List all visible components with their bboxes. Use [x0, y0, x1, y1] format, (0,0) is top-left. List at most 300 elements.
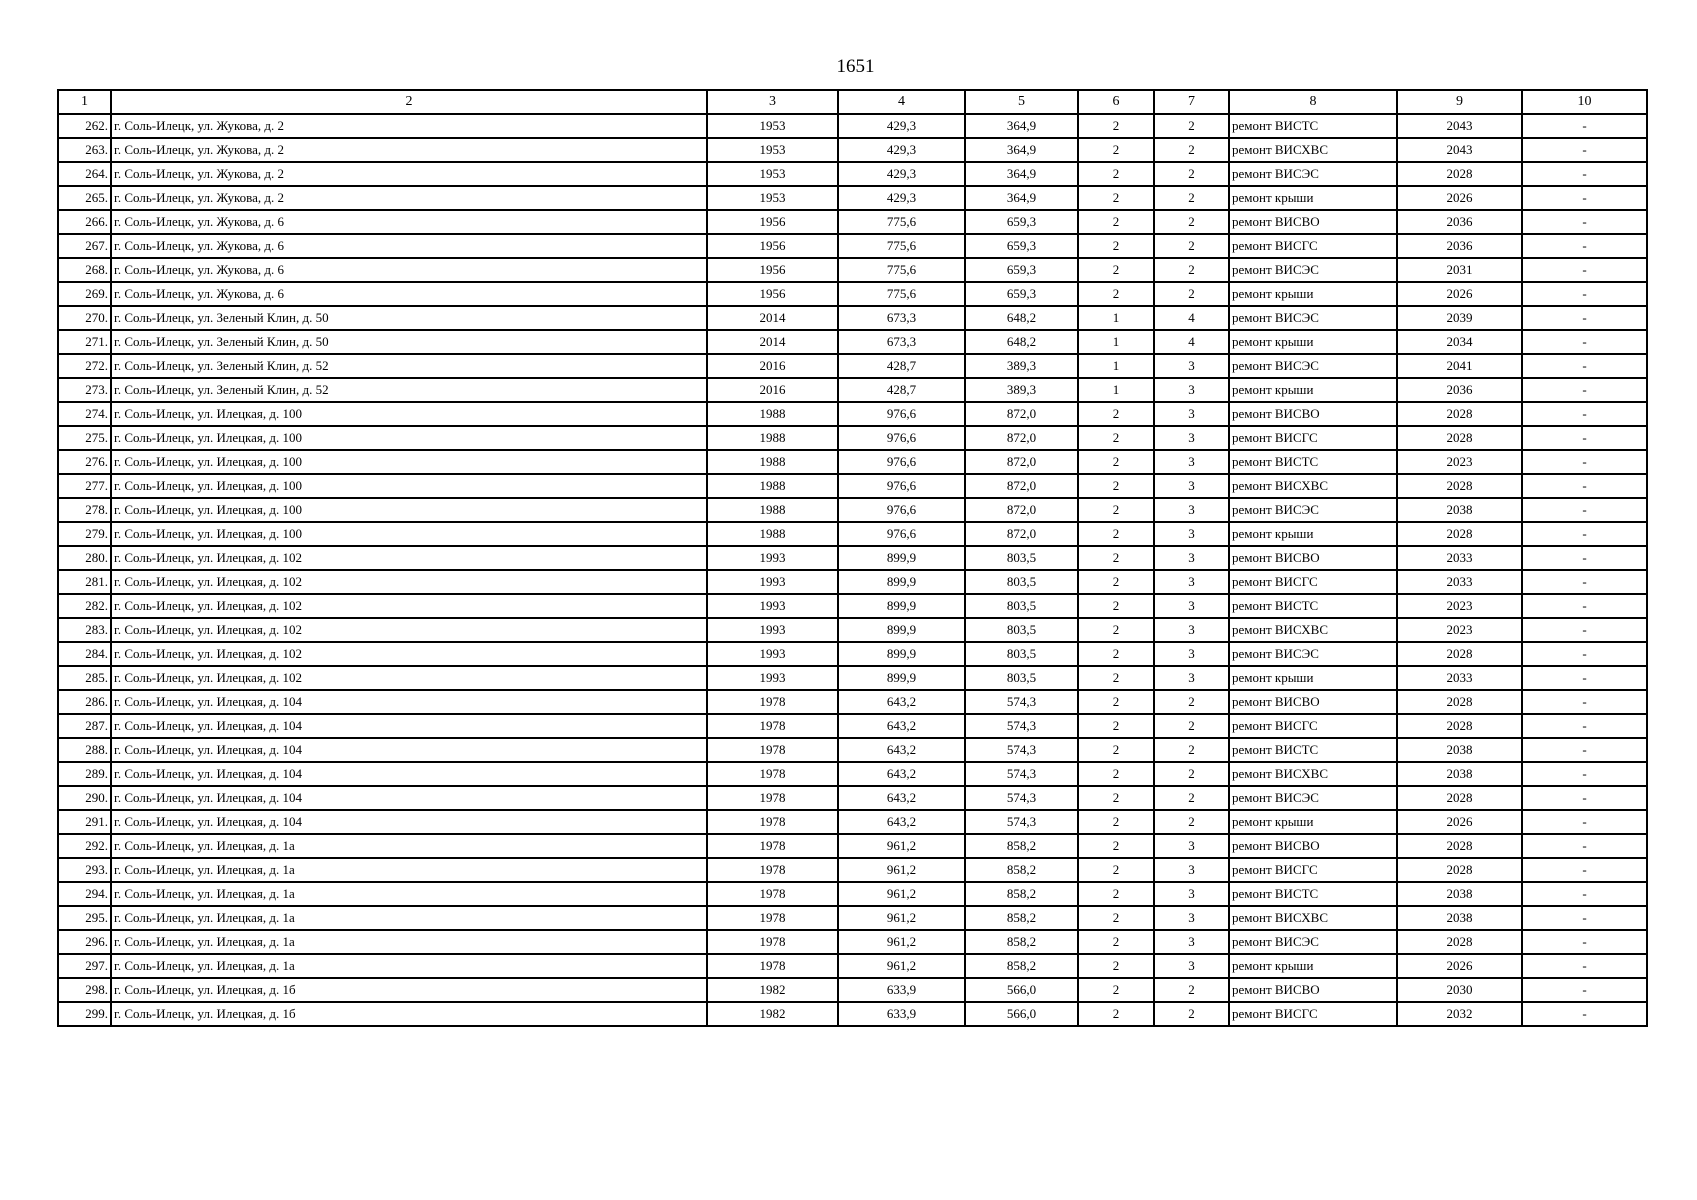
work-type-cell: ремонт ВИСВО: [1229, 978, 1397, 1002]
living-area-cell: 659,3: [965, 210, 1078, 234]
year-cell: 1956: [707, 282, 838, 306]
note-cell: -: [1522, 234, 1647, 258]
year-cell: 1978: [707, 738, 838, 762]
year-cell: 1956: [707, 258, 838, 282]
address-cell: г. Соль-Илецк, ул. Илецкая, д. 1а: [111, 906, 707, 930]
work-type-cell: ремонт ВИСГС: [1229, 714, 1397, 738]
address-cell: г. Соль-Илецк, ул. Зеленый Клин, д. 52: [111, 378, 707, 402]
table-row: [58, 618, 1647, 642]
row-number-cell: 278.: [58, 498, 111, 522]
table-row: [58, 474, 1647, 498]
year-cell: 2016: [707, 354, 838, 378]
row-number-cell: 269.: [58, 282, 111, 306]
work-type-cell: ремонт ВИСГС: [1229, 234, 1397, 258]
address-cell: г. Соль-Илецк, ул. Илецкая, д. 102: [111, 546, 707, 570]
planned-year-cell: 2033: [1397, 546, 1522, 570]
row-number-cell: 279.: [58, 522, 111, 546]
row-number-cell: 267.: [58, 234, 111, 258]
entrances-cell: 3: [1154, 522, 1229, 546]
work-type-cell: ремонт крыши: [1229, 330, 1397, 354]
total-area-cell: 775,6: [838, 258, 965, 282]
total-area-cell: 899,9: [838, 594, 965, 618]
table-row: [58, 858, 1647, 882]
table-row: [58, 810, 1647, 834]
planned-year-cell: 2028: [1397, 162, 1522, 186]
entrances-cell: 2: [1154, 138, 1229, 162]
floors-cell: 2: [1078, 690, 1154, 714]
address-cell: г. Соль-Илецк, ул. Илецкая, д. 100: [111, 426, 707, 450]
row-number-cell: 299.: [58, 1002, 111, 1026]
year-cell: 1953: [707, 114, 838, 138]
column-header: 2: [111, 90, 707, 114]
entrances-cell: 2: [1154, 690, 1229, 714]
note-cell: -: [1522, 858, 1647, 882]
year-cell: 1978: [707, 714, 838, 738]
note-cell: -: [1522, 378, 1647, 402]
total-area-cell: 429,3: [838, 186, 965, 210]
row-number-cell: 268.: [58, 258, 111, 282]
entrances-cell: 4: [1154, 330, 1229, 354]
table-row: [58, 666, 1647, 690]
total-area-cell: 976,6: [838, 474, 965, 498]
registry-table: [57, 89, 1648, 1027]
floors-cell: 1: [1078, 378, 1154, 402]
address-cell: г. Соль-Илецк, ул. Илецкая, д. 102: [111, 618, 707, 642]
row-number-cell: 263.: [58, 138, 111, 162]
total-area-cell: 961,2: [838, 930, 965, 954]
address-cell: г. Соль-Илецк, ул. Илецкая, д. 100: [111, 474, 707, 498]
work-type-cell: ремонт ВИСЭС: [1229, 498, 1397, 522]
note-cell: -: [1522, 618, 1647, 642]
row-number-cell: 291.: [58, 810, 111, 834]
work-type-cell: ремонт ВИСЭС: [1229, 306, 1397, 330]
total-area-cell: 673,3: [838, 306, 965, 330]
floors-cell: 2: [1078, 882, 1154, 906]
note-cell: -: [1522, 114, 1647, 138]
entrances-cell: 3: [1154, 546, 1229, 570]
living-area-cell: 803,5: [965, 546, 1078, 570]
address-cell: г. Соль-Илецк, ул. Илецкая, д. 104: [111, 810, 707, 834]
living-area-cell: 872,0: [965, 450, 1078, 474]
total-area-cell: 899,9: [838, 570, 965, 594]
planned-year-cell: 2028: [1397, 786, 1522, 810]
total-area-cell: 429,3: [838, 162, 965, 186]
table-row: [58, 570, 1647, 594]
total-area-cell: 899,9: [838, 642, 965, 666]
table-row: [58, 378, 1647, 402]
address-cell: г. Соль-Илецк, ул. Жукова, д. 2: [111, 186, 707, 210]
living-area-cell: 858,2: [965, 906, 1078, 930]
note-cell: -: [1522, 762, 1647, 786]
year-cell: 1988: [707, 522, 838, 546]
column-header: 1: [58, 90, 111, 114]
row-number-cell: 264.: [58, 162, 111, 186]
address-cell: г. Соль-Илецк, ул. Илецкая, д. 1а: [111, 954, 707, 978]
floors-cell: 2: [1078, 858, 1154, 882]
work-type-cell: ремонт крыши: [1229, 954, 1397, 978]
column-header: 7: [1154, 90, 1229, 114]
entrances-cell: 2: [1154, 1002, 1229, 1026]
total-area-cell: 961,2: [838, 882, 965, 906]
note-cell: -: [1522, 546, 1647, 570]
floors-cell: 2: [1078, 978, 1154, 1002]
total-area-cell: 961,2: [838, 906, 965, 930]
row-number-cell: 292.: [58, 834, 111, 858]
living-area-cell: 659,3: [965, 258, 1078, 282]
table-row: [58, 258, 1647, 282]
floors-cell: 2: [1078, 810, 1154, 834]
address-cell: г. Соль-Илецк, ул. Илецкая, д. 100: [111, 450, 707, 474]
table-row: [58, 354, 1647, 378]
living-area-cell: 574,3: [965, 786, 1078, 810]
total-area-cell: 961,2: [838, 954, 965, 978]
address-cell: г. Соль-Илецк, ул. Илецкая, д. 100: [111, 498, 707, 522]
address-cell: г. Соль-Илецк, ул. Илецкая, д. 1б: [111, 1002, 707, 1026]
row-number-cell: 289.: [58, 762, 111, 786]
floors-cell: 1: [1078, 306, 1154, 330]
total-area-cell: 673,3: [838, 330, 965, 354]
note-cell: -: [1522, 954, 1647, 978]
table-row: [58, 210, 1647, 234]
note-cell: -: [1522, 690, 1647, 714]
year-cell: 1978: [707, 786, 838, 810]
note-cell: -: [1522, 810, 1647, 834]
note-cell: -: [1522, 402, 1647, 426]
table-header-row: [58, 90, 1647, 114]
table-row: [58, 906, 1647, 930]
row-number-cell: 274.: [58, 402, 111, 426]
work-type-cell: ремонт ВИСЭС: [1229, 354, 1397, 378]
note-cell: -: [1522, 786, 1647, 810]
work-type-cell: ремонт крыши: [1229, 666, 1397, 690]
planned-year-cell: 2036: [1397, 234, 1522, 258]
work-type-cell: ремонт ВИСВО: [1229, 402, 1397, 426]
address-cell: г. Соль-Илецк, ул. Жукова, д. 6: [111, 234, 707, 258]
note-cell: -: [1522, 210, 1647, 234]
work-type-cell: ремонт ВИСЭС: [1229, 930, 1397, 954]
entrances-cell: 2: [1154, 810, 1229, 834]
column-header: 10: [1522, 90, 1647, 114]
entrances-cell: 3: [1154, 426, 1229, 450]
year-cell: 1978: [707, 690, 838, 714]
living-area-cell: 364,9: [965, 138, 1078, 162]
planned-year-cell: 2023: [1397, 594, 1522, 618]
year-cell: 2014: [707, 306, 838, 330]
year-cell: 1982: [707, 1002, 838, 1026]
planned-year-cell: 2036: [1397, 210, 1522, 234]
address-cell: г. Соль-Илецк, ул. Илецкая, д. 100: [111, 402, 707, 426]
planned-year-cell: 2028: [1397, 474, 1522, 498]
total-area-cell: 899,9: [838, 666, 965, 690]
page-number: 1651: [836, 56, 875, 77]
row-number-cell: 266.: [58, 210, 111, 234]
floors-cell: 2: [1078, 738, 1154, 762]
work-type-cell: ремонт ВИСГС: [1229, 570, 1397, 594]
year-cell: 2016: [707, 378, 838, 402]
floors-cell: 2: [1078, 762, 1154, 786]
row-number-cell: 286.: [58, 690, 111, 714]
total-area-cell: 961,2: [838, 834, 965, 858]
table-row: [58, 762, 1647, 786]
address-cell: г. Соль-Илецк, ул. Зеленый Клин, д. 52: [111, 354, 707, 378]
planned-year-cell: 2033: [1397, 570, 1522, 594]
row-number-cell: 295.: [58, 906, 111, 930]
table-row: [58, 426, 1647, 450]
row-number-cell: 297.: [58, 954, 111, 978]
address-cell: г. Соль-Илецк, ул. Зеленый Клин, д. 50: [111, 306, 707, 330]
floors-cell: 1: [1078, 354, 1154, 378]
entrances-cell: 3: [1154, 354, 1229, 378]
total-area-cell: 643,2: [838, 762, 965, 786]
address-cell: г. Соль-Илецк, ул. Жукова, д. 2: [111, 162, 707, 186]
entrances-cell: 2: [1154, 978, 1229, 1002]
note-cell: -: [1522, 978, 1647, 1002]
address-cell: г. Соль-Илецк, ул. Илецкая, д. 1а: [111, 834, 707, 858]
floors-cell: 2: [1078, 642, 1154, 666]
planned-year-cell: 2028: [1397, 426, 1522, 450]
total-area-cell: 428,7: [838, 378, 965, 402]
total-area-cell: 775,6: [838, 282, 965, 306]
entrances-cell: 2: [1154, 162, 1229, 186]
table-body: [58, 114, 1647, 1026]
table-row: [58, 594, 1647, 618]
work-type-cell: ремонт ВИСХВС: [1229, 762, 1397, 786]
address-cell: г. Соль-Илецк, ул. Илецкая, д. 1б: [111, 978, 707, 1002]
table-row: [58, 162, 1647, 186]
column-header: 6: [1078, 90, 1154, 114]
total-area-cell: 643,2: [838, 810, 965, 834]
note-cell: -: [1522, 642, 1647, 666]
floors-cell: 2: [1078, 402, 1154, 426]
address-cell: г. Соль-Илецк, ул. Илецкая, д. 104: [111, 714, 707, 738]
table-row: [58, 330, 1647, 354]
entrances-cell: 3: [1154, 954, 1229, 978]
living-area-cell: 872,0: [965, 498, 1078, 522]
total-area-cell: 643,2: [838, 714, 965, 738]
address-cell: г. Соль-Илецк, ул. Илецкая, д. 104: [111, 738, 707, 762]
planned-year-cell: 2041: [1397, 354, 1522, 378]
floors-cell: 2: [1078, 474, 1154, 498]
work-type-cell: ремонт ВИСЭС: [1229, 258, 1397, 282]
living-area-cell: 648,2: [965, 330, 1078, 354]
entrances-cell: 2: [1154, 186, 1229, 210]
total-area-cell: 976,6: [838, 402, 965, 426]
total-area-cell: 976,6: [838, 426, 965, 450]
note-cell: -: [1522, 594, 1647, 618]
note-cell: -: [1522, 162, 1647, 186]
row-number-cell: 280.: [58, 546, 111, 570]
entrances-cell: 2: [1154, 114, 1229, 138]
entrances-cell: 3: [1154, 474, 1229, 498]
row-number-cell: 285.: [58, 666, 111, 690]
work-type-cell: ремонт ВИСВО: [1229, 210, 1397, 234]
total-area-cell: 643,2: [838, 738, 965, 762]
planned-year-cell: 2043: [1397, 114, 1522, 138]
living-area-cell: 858,2: [965, 930, 1078, 954]
planned-year-cell: 2023: [1397, 618, 1522, 642]
year-cell: 1978: [707, 762, 838, 786]
entrances-cell: 3: [1154, 378, 1229, 402]
year-cell: 1978: [707, 954, 838, 978]
living-area-cell: 872,0: [965, 522, 1078, 546]
living-area-cell: 566,0: [965, 978, 1078, 1002]
total-area-cell: 429,3: [838, 138, 965, 162]
planned-year-cell: 2028: [1397, 834, 1522, 858]
floors-cell: 2: [1078, 954, 1154, 978]
year-cell: 1993: [707, 666, 838, 690]
table-row: [58, 882, 1647, 906]
planned-year-cell: 2028: [1397, 642, 1522, 666]
living-area-cell: 803,5: [965, 570, 1078, 594]
entrances-cell: 3: [1154, 666, 1229, 690]
living-area-cell: 872,0: [965, 402, 1078, 426]
table-row: [58, 1002, 1647, 1026]
year-cell: 1978: [707, 834, 838, 858]
note-cell: -: [1522, 882, 1647, 906]
living-area-cell: 659,3: [965, 234, 1078, 258]
row-number-cell: 287.: [58, 714, 111, 738]
work-type-cell: ремонт ВИСЭС: [1229, 642, 1397, 666]
living-area-cell: 803,5: [965, 594, 1078, 618]
address-cell: г. Соль-Илецк, ул. Илецкая, д. 102: [111, 666, 707, 690]
address-cell: г. Соль-Илецк, ул. Жукова, д. 6: [111, 282, 707, 306]
planned-year-cell: 2030: [1397, 978, 1522, 1002]
table-row: [58, 306, 1647, 330]
note-cell: -: [1522, 522, 1647, 546]
planned-year-cell: 2026: [1397, 810, 1522, 834]
year-cell: 1956: [707, 234, 838, 258]
planned-year-cell: 2032: [1397, 1002, 1522, 1026]
row-number-cell: 273.: [58, 378, 111, 402]
floors-cell: 2: [1078, 906, 1154, 930]
address-cell: г. Соль-Илецк, ул. Илецкая, д. 102: [111, 642, 707, 666]
year-cell: 1978: [707, 930, 838, 954]
table-row: [58, 954, 1647, 978]
planned-year-cell: 2033: [1397, 666, 1522, 690]
living-area-cell: 872,0: [965, 426, 1078, 450]
living-area-cell: 574,3: [965, 690, 1078, 714]
entrances-cell: 3: [1154, 882, 1229, 906]
floors-cell: 2: [1078, 210, 1154, 234]
work-type-cell: ремонт ВИСТС: [1229, 594, 1397, 618]
planned-year-cell: 2028: [1397, 522, 1522, 546]
floors-cell: 2: [1078, 1002, 1154, 1026]
work-type-cell: ремонт ВИСТС: [1229, 114, 1397, 138]
note-cell: -: [1522, 354, 1647, 378]
year-cell: 2014: [707, 330, 838, 354]
table-row: [58, 930, 1647, 954]
floors-cell: 2: [1078, 450, 1154, 474]
living-area-cell: 574,3: [965, 714, 1078, 738]
note-cell: -: [1522, 714, 1647, 738]
year-cell: 1993: [707, 546, 838, 570]
entrances-cell: 4: [1154, 306, 1229, 330]
table-row: [58, 138, 1647, 162]
living-area-cell: 858,2: [965, 882, 1078, 906]
floors-cell: 2: [1078, 546, 1154, 570]
planned-year-cell: 2026: [1397, 954, 1522, 978]
floors-cell: 2: [1078, 234, 1154, 258]
year-cell: 1978: [707, 882, 838, 906]
entrances-cell: 3: [1154, 498, 1229, 522]
work-type-cell: ремонт ВИСТС: [1229, 738, 1397, 762]
note-cell: -: [1522, 474, 1647, 498]
planned-year-cell: 2038: [1397, 738, 1522, 762]
total-area-cell: 775,6: [838, 210, 965, 234]
planned-year-cell: 2028: [1397, 690, 1522, 714]
work-type-cell: ремонт ВИСХВС: [1229, 138, 1397, 162]
note-cell: -: [1522, 138, 1647, 162]
total-area-cell: 633,9: [838, 1002, 965, 1026]
year-cell: 1956: [707, 210, 838, 234]
floors-cell: 2: [1078, 114, 1154, 138]
planned-year-cell: 2038: [1397, 906, 1522, 930]
entrances-cell: 3: [1154, 618, 1229, 642]
floors-cell: 2: [1078, 498, 1154, 522]
work-type-cell: ремонт крыши: [1229, 810, 1397, 834]
floors-cell: 2: [1078, 930, 1154, 954]
floors-cell: 2: [1078, 186, 1154, 210]
living-area-cell: 659,3: [965, 282, 1078, 306]
year-cell: 1993: [707, 618, 838, 642]
living-area-cell: 872,0: [965, 474, 1078, 498]
year-cell: 1978: [707, 906, 838, 930]
living-area-cell: 574,3: [965, 762, 1078, 786]
floors-cell: 2: [1078, 834, 1154, 858]
entrances-cell: 3: [1154, 906, 1229, 930]
total-area-cell: 428,7: [838, 354, 965, 378]
floors-cell: 2: [1078, 138, 1154, 162]
address-cell: г. Соль-Илецк, ул. Илецкая, д. 1а: [111, 858, 707, 882]
address-cell: г. Соль-Илецк, ул. Илецкая, д. 1а: [111, 930, 707, 954]
table-row: [58, 738, 1647, 762]
entrances-cell: 3: [1154, 570, 1229, 594]
work-type-cell: ремонт ВИСХВС: [1229, 474, 1397, 498]
row-number-cell: 283.: [58, 618, 111, 642]
planned-year-cell: 2028: [1397, 858, 1522, 882]
entrances-cell: 2: [1154, 282, 1229, 306]
planned-year-cell: 2036: [1397, 378, 1522, 402]
address-cell: г. Соль-Илецк, ул. Илецкая, д. 100: [111, 522, 707, 546]
table-row: [58, 450, 1647, 474]
living-area-cell: 858,2: [965, 954, 1078, 978]
total-area-cell: 429,3: [838, 114, 965, 138]
planned-year-cell: 2039: [1397, 306, 1522, 330]
work-type-cell: ремонт ВИСХВС: [1229, 906, 1397, 930]
entrances-cell: 2: [1154, 738, 1229, 762]
table-row: [58, 642, 1647, 666]
total-area-cell: 899,9: [838, 618, 965, 642]
work-type-cell: ремонт ВИСГС: [1229, 858, 1397, 882]
table-row: [58, 834, 1647, 858]
address-cell: г. Соль-Илецк, ул. Жукова, д. 6: [111, 258, 707, 282]
row-number-cell: 282.: [58, 594, 111, 618]
note-cell: -: [1522, 258, 1647, 282]
note-cell: -: [1522, 306, 1647, 330]
planned-year-cell: 2023: [1397, 450, 1522, 474]
total-area-cell: 976,6: [838, 498, 965, 522]
planned-year-cell: 2026: [1397, 282, 1522, 306]
living-area-cell: 364,9: [965, 114, 1078, 138]
year-cell: 1982: [707, 978, 838, 1002]
table-row: [58, 234, 1647, 258]
row-number-cell: 265.: [58, 186, 111, 210]
work-type-cell: ремонт ВИСВО: [1229, 690, 1397, 714]
planned-year-cell: 2038: [1397, 762, 1522, 786]
row-number-cell: 293.: [58, 858, 111, 882]
table-row: [58, 114, 1647, 138]
work-type-cell: ремонт ВИСГС: [1229, 1002, 1397, 1026]
